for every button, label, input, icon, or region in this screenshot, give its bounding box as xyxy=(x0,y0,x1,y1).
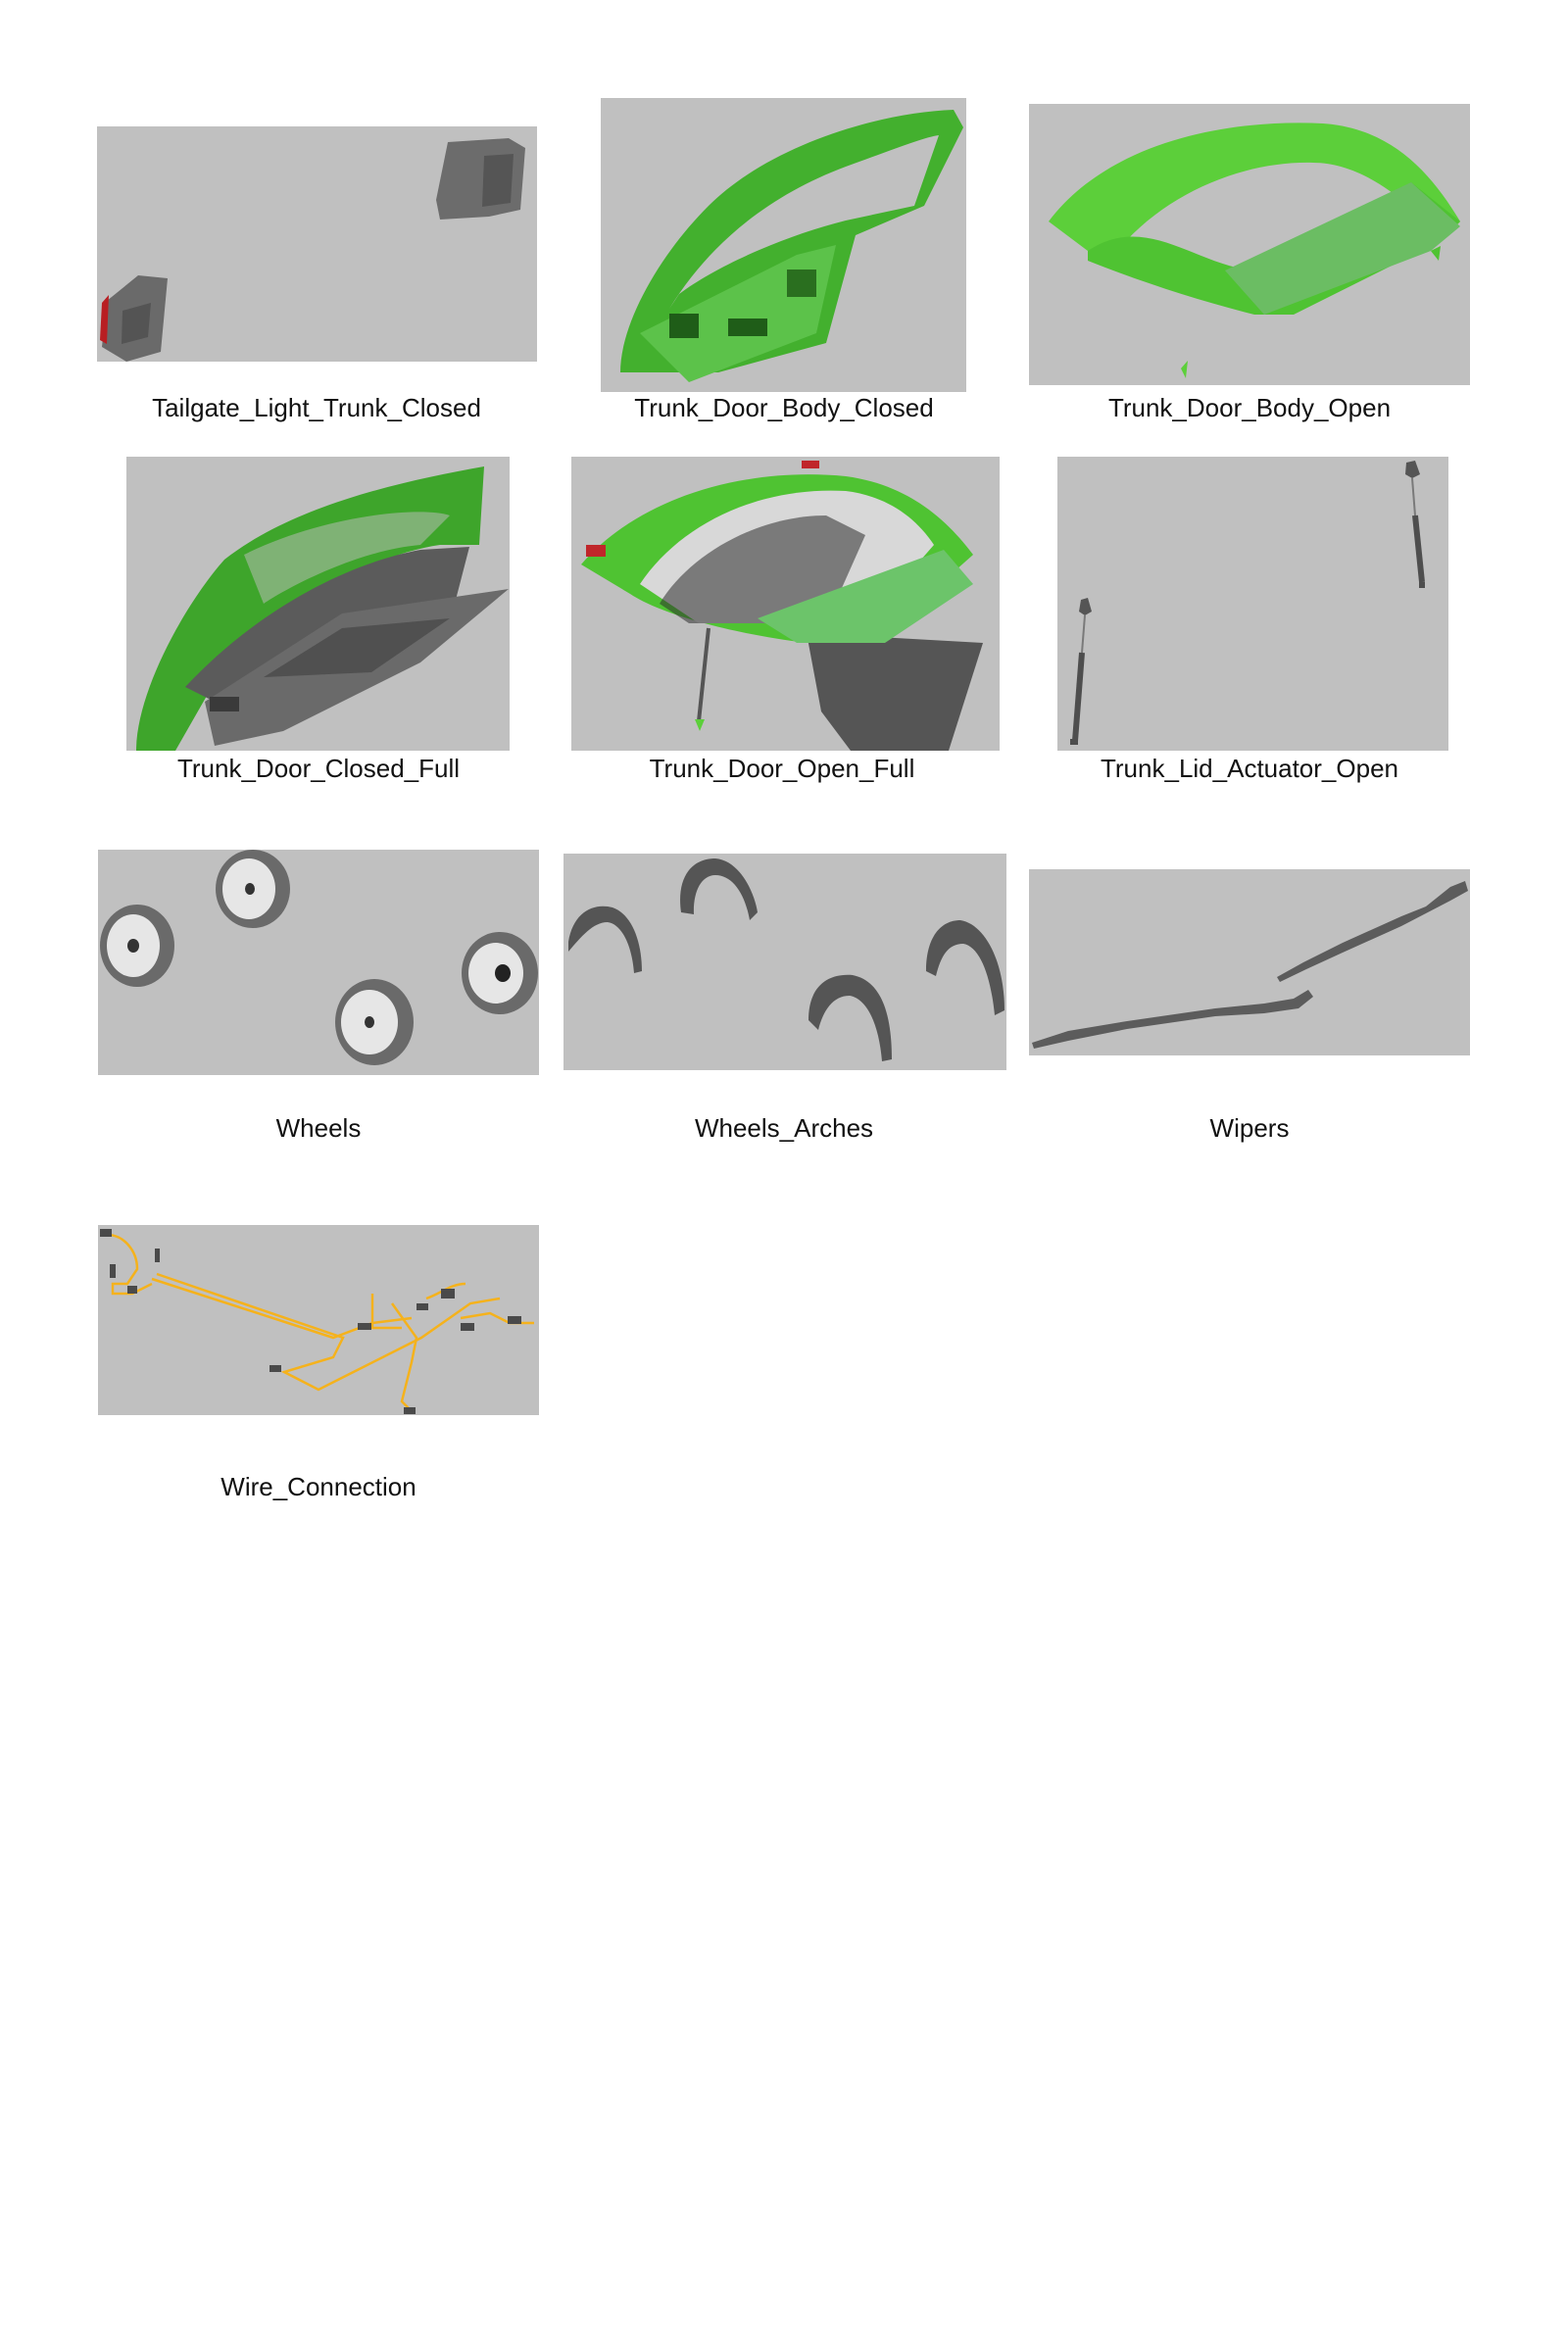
thumbnail-trunk-lid-actuator-open xyxy=(1057,457,1448,751)
caption-wheels-arches: Wheels_Arches xyxy=(694,1113,874,1143)
thumbnail-wheels-arches xyxy=(564,854,1006,1070)
caption-trunk-door-body-open: Trunk_Door_Body_Open xyxy=(1107,393,1392,422)
thumbnail-wire-connection xyxy=(98,1225,539,1415)
wheel-1 xyxy=(100,905,174,987)
caption-wipers: Wipers xyxy=(1209,1113,1290,1143)
thumbnail-wheels xyxy=(98,850,539,1075)
trunk-door-closed-full-icon xyxy=(126,457,510,751)
caption-trunk-door-closed-full: Trunk_Door_Closed_Full xyxy=(176,754,461,783)
caption-wire-connection: Wire_Connection xyxy=(220,1472,416,1501)
trunk-lid-actuator-icon xyxy=(1057,457,1448,751)
thumbnail-tailgate-light-trunk-closed xyxy=(97,126,537,362)
thumbnail-wipers xyxy=(1029,869,1470,1055)
wheel-4 xyxy=(462,932,538,1014)
thumbnail-trunk-door-body-closed xyxy=(601,98,966,392)
caption-trunk-door-open-full: Trunk_Door_Open_Full xyxy=(649,754,915,783)
wipers-icon xyxy=(1029,869,1470,1055)
wheel-3 xyxy=(335,979,414,1065)
wheel-2 xyxy=(216,850,290,928)
caption-trunk-door-body-closed: Trunk_Door_Body_Closed xyxy=(634,393,934,422)
caption-trunk-lid-actuator-open: Trunk_Lid_Actuator_Open xyxy=(1100,754,1398,783)
thumbnail-trunk-door-open-full xyxy=(571,457,1000,751)
wheel-arches-icon xyxy=(564,854,1006,1070)
wheels-icon xyxy=(98,850,539,1075)
caption-tailgate-light-trunk-closed: Tailgate_Light_Trunk_Closed xyxy=(152,393,481,422)
thumbnail-trunk-door-body-open xyxy=(1029,104,1470,385)
trunk-door-open-full-icon xyxy=(571,457,1000,751)
wire-harness-icon xyxy=(98,1225,539,1415)
tailgate-light-icon xyxy=(97,126,537,362)
trunk-door-body-open-icon xyxy=(1029,104,1470,385)
thumbnail-trunk-door-closed-full xyxy=(126,457,510,751)
trunk-door-body-closed-icon xyxy=(601,98,966,392)
caption-wheels: Wheels xyxy=(275,1113,362,1143)
